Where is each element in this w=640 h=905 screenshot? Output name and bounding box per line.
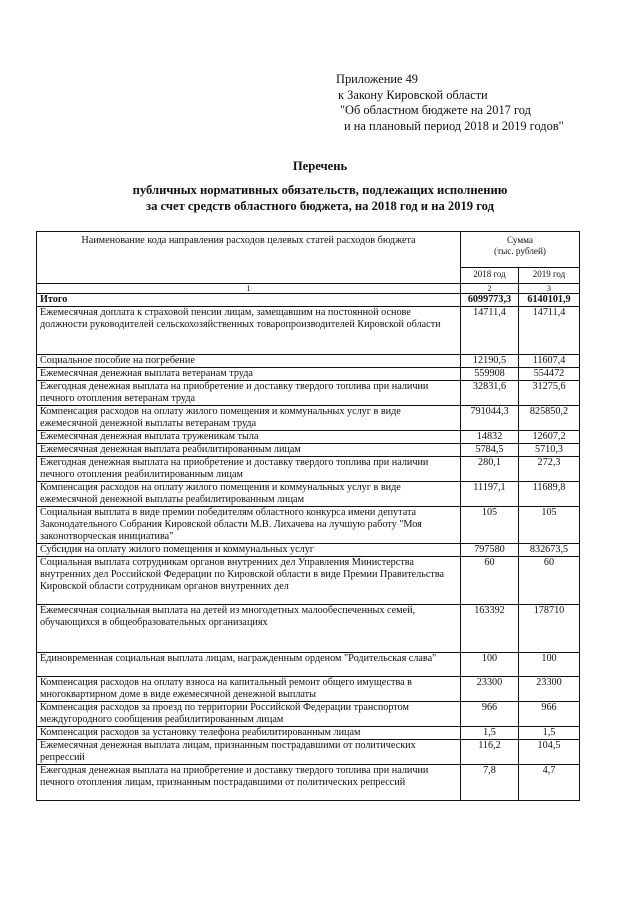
row-name-cell: Ежемесячная денежная выплата труженикам тыла [37, 431, 461, 444]
row-name-cell: Ежегодная денежная выплата на приобретение и доставку твердого топлива при наличии печного отопления лицам, признанным пострадавшими от политических репрессий [37, 765, 461, 801]
appendix-block [336, 72, 628, 134]
row-name-cell: Социальная выплата в виде премии победителям областного конкурса имени депутата Законодательного Собрания Кировской области М.В. Лихачева на лучшую работу "Моя законотворческая инициатива" [37, 507, 461, 544]
table-row [37, 406, 580, 431]
row-name-cell: Социальное пособие на погребение [37, 355, 461, 368]
row-value-2018: 5784,5 [460, 444, 518, 457]
row-name-cell: Ежегодная денежная выплата на приобретение и доставку твердого топлива при наличии печного отопления реабилитированным лицам [37, 457, 461, 482]
row-name-cell: Единовременная социальная выплата лицам, награжденным орденом "Родительская слава" [37, 653, 461, 677]
header-year-2019: 2019 год [518, 268, 579, 284]
row-value-2019: 14711,4 [518, 307, 579, 355]
column-index-2: 2 [460, 284, 518, 294]
row-value-2019: 178710 [518, 605, 579, 653]
table-row [37, 544, 580, 557]
row-name-cell: Ежемесячная денежная выплата ветеранам труда [37, 368, 461, 381]
header-year-2018: 2018 год [460, 268, 518, 284]
table-row [37, 482, 580, 507]
row-value-2018: 14711,4 [460, 307, 518, 355]
table-row [37, 740, 580, 765]
row-value-2019: 105 [518, 507, 579, 544]
table-row [37, 368, 580, 381]
row-value-2018: 14832 [460, 431, 518, 444]
row-name-cell: Ежегодная денежная выплата на приобретение и доставку твердого топлива при наличии печного отопления ветеранам труда [37, 381, 461, 406]
document-title: Перечень [292, 159, 348, 173]
row-value-2019: 825850,2 [518, 406, 579, 431]
header-name-cell: Наименование кода направления расходов целевых статей расходов бюджета [37, 232, 461, 284]
table-row [37, 653, 580, 677]
row-value-2018: 32831,6 [460, 381, 518, 406]
column-index-1: 1 [37, 284, 461, 294]
row-value-2018: 116,2 [460, 740, 518, 765]
row-name-cell: Компенсация расходов за установку телефона реабилитированным лицам [37, 727, 461, 740]
row-value-2019: 11689,8 [518, 482, 579, 507]
row-name-cell: Компенсация расходов на оплату жилого помещения и коммунальных услуг в виде ежемесячной денежной выплаты реабилитированным лицам [37, 482, 461, 507]
row-name-cell: Субсидия на оплату жилого помещения и коммунальных услуг [37, 544, 461, 557]
row-value-2018: 559908 [460, 368, 518, 381]
row-value-2018: 23300 [460, 677, 518, 702]
total-2018: 6099773,3 [460, 294, 518, 307]
row-value-2019: 832673,5 [518, 544, 579, 557]
appendix-line-2: к Закону Кировской области [338, 87, 488, 102]
table-row [37, 307, 580, 355]
row-name-cell: Ежемесячная денежная выплата лицам, признанным пострадавшими от политических репрессий [37, 740, 461, 765]
row-value-2019: 554472 [518, 368, 579, 381]
row-value-2018: 1,5 [460, 727, 518, 740]
row-value-2019: 966 [518, 702, 579, 727]
row-value-2018: 12190,5 [460, 355, 518, 368]
header-sum-cell: Сумма (тыс. рублей) [460, 232, 579, 268]
obligations-table [36, 231, 580, 801]
table-row [37, 457, 580, 482]
row-value-2018: 100 [460, 653, 518, 677]
table-row [37, 557, 580, 605]
row-value-2018: 60 [460, 557, 518, 605]
row-name-cell: Ежемесячная социальная выплата на детей из многодетных малообеспеченных семей, обучающихся в общеобразовательных организациях [37, 605, 461, 653]
row-value-2019: 272,3 [518, 457, 579, 482]
column-index-3: 3 [518, 284, 579, 294]
table-row [37, 605, 580, 653]
total-2019: 6140101,9 [518, 294, 579, 307]
total-label: Итого [37, 294, 461, 307]
row-value-2018: 966 [460, 702, 518, 727]
table-row [37, 702, 580, 727]
row-value-2019: 100 [518, 653, 579, 677]
row-value-2018: 797580 [460, 544, 518, 557]
table-row [37, 765, 580, 801]
table-row [37, 431, 580, 444]
row-value-2018: 11197,1 [460, 482, 518, 507]
table-row [37, 727, 580, 740]
row-value-2019: 1,5 [518, 727, 579, 740]
row-value-2018: 7,8 [460, 765, 518, 801]
row-value-2019: 23300 [518, 677, 579, 702]
row-value-2018: 791044,3 [460, 406, 518, 431]
row-value-2019: 4,7 [518, 765, 579, 801]
row-value-2019: 104,5 [518, 740, 579, 765]
row-name-cell: Компенсация расходов на оплату взноса на капитальный ремонт общего имущества в многоквартирном доме в виде ежемесячной денежной выплаты [37, 677, 461, 702]
row-value-2018: 105 [460, 507, 518, 544]
row-name-cell: Ежемесячная денежная выплата реабилитированным лицам [37, 444, 461, 457]
table-row [37, 677, 580, 702]
document-subtitle-2: за счет средств областного бюджета, на 2018 год и на 2019 год [146, 199, 494, 213]
document-subtitle-1: публичных нормативных обязательств, подлежащих исполнению [132, 183, 508, 197]
row-value-2018: 280,1 [460, 457, 518, 482]
row-name-cell: Компенсация расходов за проезд по территории Российской Федерации транспортом междугородного сообщения реабилитированным лицам [37, 702, 461, 727]
row-name-cell: Ежемесячная доплата к страховой пенсии лицам, замещавшим на постоянной основе должности руководителей сельскохозяйственных товаропроизводителей Кировской области [37, 307, 461, 355]
row-value-2019: 60 [518, 557, 579, 605]
row-value-2018: 163392 [460, 605, 518, 653]
appendix-line-1: Приложение 49 [336, 72, 418, 86]
table-row [37, 444, 580, 457]
table-row [37, 507, 580, 544]
row-value-2019: 31275,6 [518, 381, 579, 406]
table-row [37, 381, 580, 406]
table-row [37, 355, 580, 368]
row-value-2019: 11607,4 [518, 355, 579, 368]
row-name-cell: Социальная выплата сотрудникам органов внутренних дел Управления Министерства внутренних дел Российской Федерации по Кировской области в виде Премии Правительства Кировской области сотрудникам органов внутренних дел [37, 557, 461, 605]
appendix-line-4: и на плановый период 2018 и 2019 годов" [344, 118, 564, 133]
row-value-2019: 12607,2 [518, 431, 579, 444]
total-row [37, 294, 580, 307]
row-name-cell: Компенсация расходов на оплату жилого помещения и коммунальных услуг в виде ежемесячной денежной выплаты ветеранам труда [37, 406, 461, 431]
row-value-2019: 5710,3 [518, 444, 579, 457]
appendix-line-3: "Об областном бюджете на 2017 год [340, 103, 531, 118]
